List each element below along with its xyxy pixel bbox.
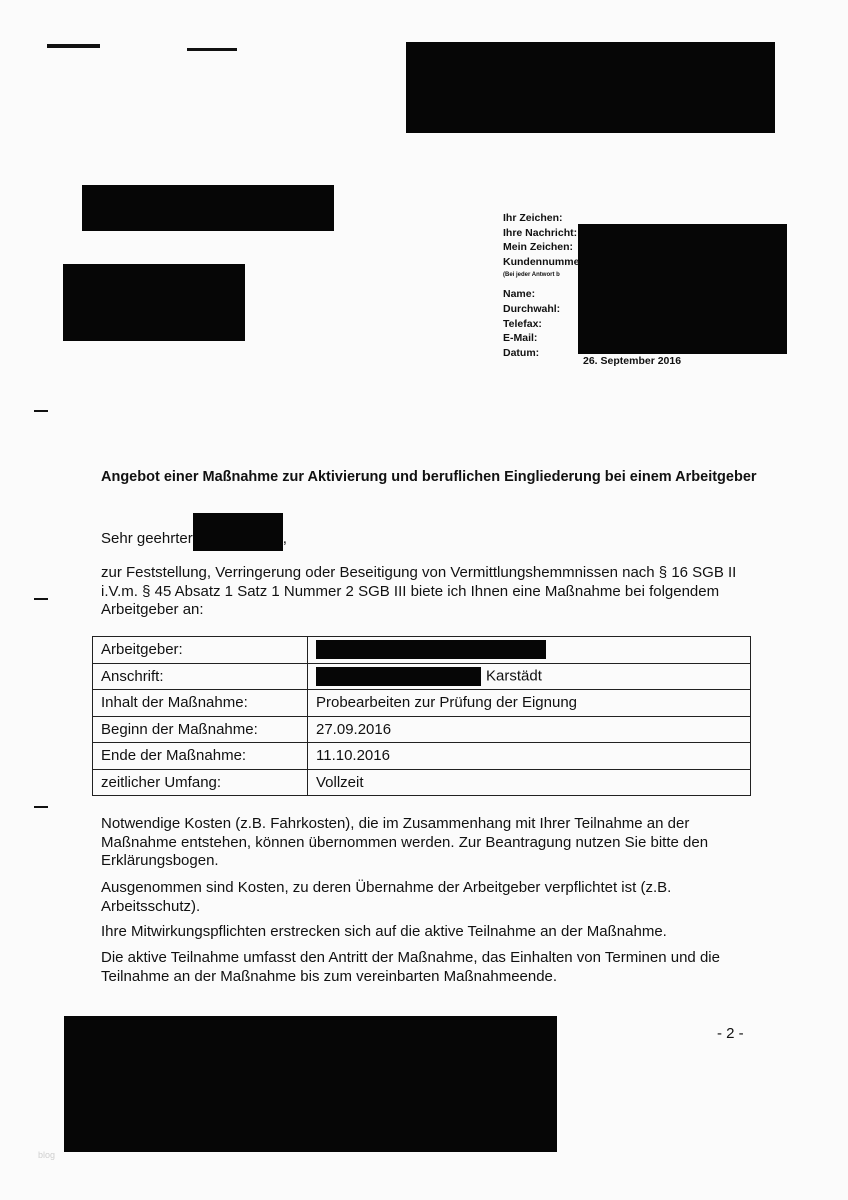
row-value xyxy=(308,663,751,690)
row-value: 27.09.2016 xyxy=(308,716,751,743)
address-city: Karstädt xyxy=(486,667,542,685)
row-label: Ende der Maßnahme: xyxy=(93,743,308,770)
row-value: Probearbeiten zur Prüfung der Eignung xyxy=(308,690,751,717)
paragraph-costs: Notwendige Kosten (z.B. Fahrkosten), die im Zusammenhang mit Ihrer Teilnahme an der Maßnahme entstehen, können übernommen werden. Zur Beantragung nutzen Sie bitte den Erklärungsbogen. xyxy=(101,815,709,869)
redacted-reference-values xyxy=(578,224,787,354)
margin-mark-1 xyxy=(34,410,48,412)
row-value: 11.10.2016 xyxy=(308,743,751,770)
redacted-recipient-name xyxy=(193,513,283,551)
page-number: - 2 - xyxy=(717,1025,744,1042)
intro-paragraph: zur Feststellung, Verringerung oder Beseitigung von Vermittlungshemmnissen nach § 16 SGB II i.V.m. § 45 Absatz 1 Satz 1 Nummer 2 SGB III biete ich Ihnen eine Maßnahme bei folgendem Arbeitgeber an: xyxy=(101,564,737,618)
salutation-comma: , xyxy=(282,529,287,547)
row-label: Beginn der Maßnahme: xyxy=(93,716,308,743)
paragraph-participation: Die aktive Teilnahme umfasst den Antritt der Maßnahme, das Einhalten von Terminen und die Teilnahme an der Maßnahme bis zum vereinbarten Maßnahmeende. xyxy=(101,949,720,985)
row-value: Vollzeit xyxy=(308,769,751,796)
redacted-signature-block xyxy=(64,1016,557,1152)
label-durchwahl: Durchwahl: xyxy=(503,302,561,315)
table-row xyxy=(93,690,751,717)
letter-date: 26. September 2016 xyxy=(583,355,682,367)
redacted-recipient-address xyxy=(63,264,245,341)
redacted-letterhead xyxy=(406,42,775,133)
reference-labels xyxy=(503,211,579,360)
fold-mark-top-left xyxy=(47,44,100,48)
row-label: zeitlicher Umfang: xyxy=(93,769,308,796)
table-row xyxy=(93,769,751,796)
table-row xyxy=(93,716,751,743)
redacted-sender-line xyxy=(82,185,334,231)
redacted-employer xyxy=(316,640,546,659)
row-label: Inhalt der Maßnahme: xyxy=(93,690,308,717)
label-name: Name: xyxy=(503,288,536,301)
margin-mark-3 xyxy=(34,806,48,808)
table-row xyxy=(93,743,751,770)
label-mein-zeichen: Mein Zeichen: xyxy=(503,241,574,254)
table-row xyxy=(93,637,751,664)
label-email: E-Mail: xyxy=(503,332,538,345)
margin-mark-2 xyxy=(34,598,48,600)
reply-note: (Bei jeder Antwort b xyxy=(503,272,560,279)
salutation xyxy=(101,527,287,551)
label-kundennummer: Kundennumme xyxy=(503,255,580,268)
letter-subject: Angebot einer Maßnahme zur Aktivierung und beruflichen Eingliederung bei einem Arbeitgeber xyxy=(101,469,757,485)
label-telefax: Telefax: xyxy=(503,317,542,330)
salutation-text: Sehr geehrter xyxy=(101,529,193,547)
row-label: Arbeitgeber: xyxy=(93,637,308,664)
row-value xyxy=(308,637,751,664)
label-ihr-zeichen: Ihr Zeichen: xyxy=(503,212,563,224)
label-ihre-nachricht: Ihre Nachricht: xyxy=(503,226,578,239)
table-row xyxy=(93,663,751,690)
label-datum: Datum: xyxy=(503,346,540,359)
paragraph-obligations: Ihre Mitwirkungspflichten erstrecken sich auf die aktive Teilnahme an der Maßnahme. xyxy=(101,923,667,940)
fold-mark-top-center xyxy=(187,48,237,51)
measure-details-table xyxy=(92,636,751,796)
redacted-address xyxy=(316,667,481,686)
row-label: Anschrift: xyxy=(93,663,308,690)
watermark: blog xyxy=(38,1150,56,1160)
paragraph-exceptions: Ausgenommen sind Kosten, zu deren Übernahme der Arbeitgeber verpflichtet ist (z.B. Arbeitsschutz). xyxy=(101,879,672,915)
